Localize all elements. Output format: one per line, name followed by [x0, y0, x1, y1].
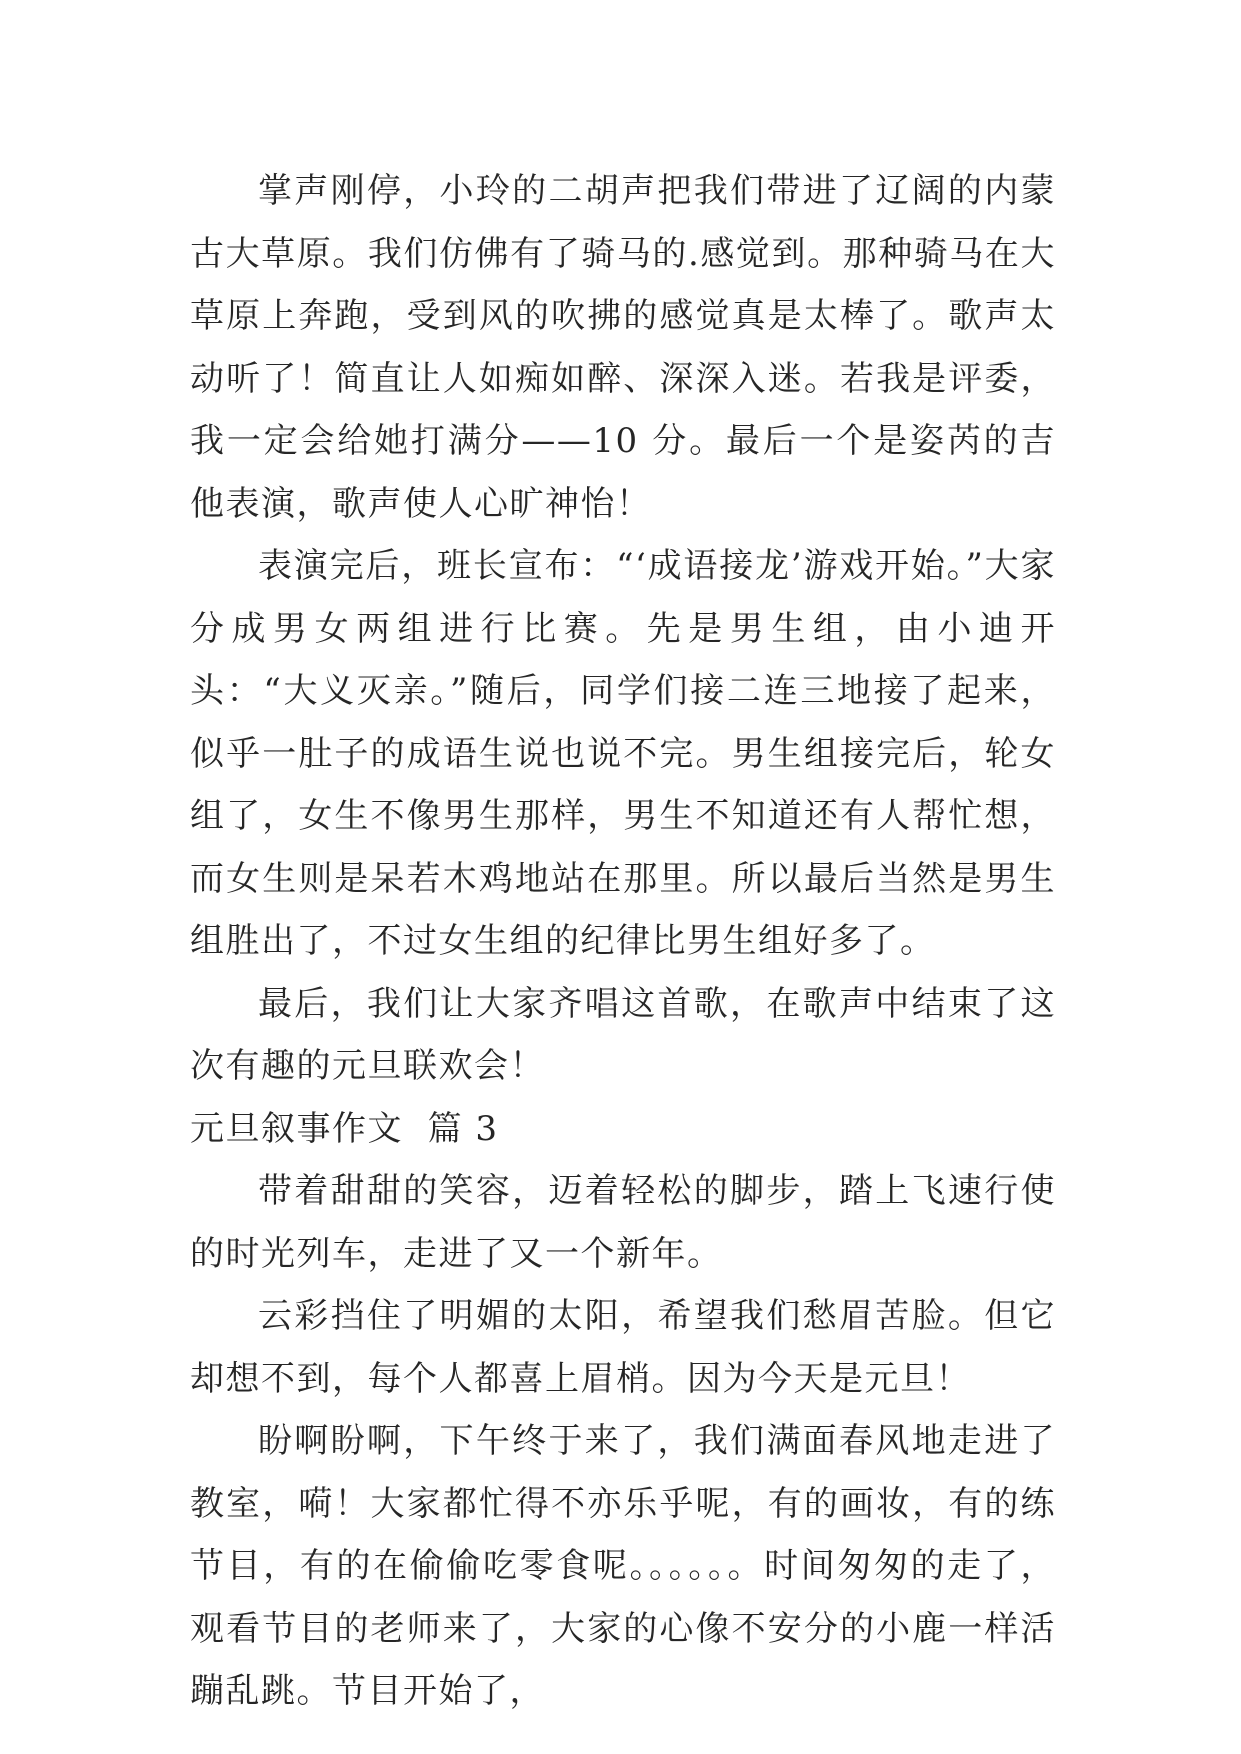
paragraph-afternoon: 盼啊盼啊，下午终于来了，我们满面春风地走进了教室，嗬！大家都忙得不亦乐乎呢，有的画妆，有的练节目，有的在偷偷吃零食呢。。。。。。时间匆匆的走了，观看节目的老师来了，大家的心像不安分的小鹿一样活蹦乱跳。节目开始了，: [190, 1421, 1056, 1711]
paragraph-new-year: 带着甜甜的笑容，迈着轻松的脚步，踏上飞速行使的时光列车，走进了又一个新年。: [190, 1171, 1056, 1274]
section-heading: 元旦叙事作文 篇 3: [190, 1108, 499, 1149]
essay-body: [190, 160, 1056, 1723]
paragraph-erhu-performance: 掌声刚停，小玲的二胡声把我们带进了辽阔的内蒙古大草原。我们仿佛有了骑马的.感觉到。那种骑马在大草原上奔跑，受到风的吹拂的感觉真是太棒了。歌声太动听了！简直让人如痴如醉、深深入迷。若我是评委，我一定会给她打满分——10 分。最后一个是姿芮的吉他表演，歌声使人心旷神怡！: [190, 171, 1056, 524]
paragraph-clouds: 云彩挡住了明媚的太阳，希望我们愁眉苦脸。但它却想不到，每个人都喜上眉梢。因为今天是元旦！: [190, 1296, 1056, 1399]
paragraph-closing: 最后，我们让大家齐唱这首歌，在歌声中结束了这次有趣的元旦联欢会！: [190, 983, 1056, 1086]
paragraph-idiom-game: 表演完后，班长宣布：“‘成语接龙’游戏开始。”大家分成男女两组进行比赛。先是男生组，由小迪开头：“大义灭亲。”随后，同学们接二连三地接了起来，似乎一肚子的成语生说也说不完。男生组接完后，轮女组了，女生不像男生那样，男生不知道还有人帮忙想，而女生则是呆若木鸡地站在那里。所以最后当然是男生组胜出了，不过女生组的纪律比男生组好多了。: [190, 546, 1056, 961]
